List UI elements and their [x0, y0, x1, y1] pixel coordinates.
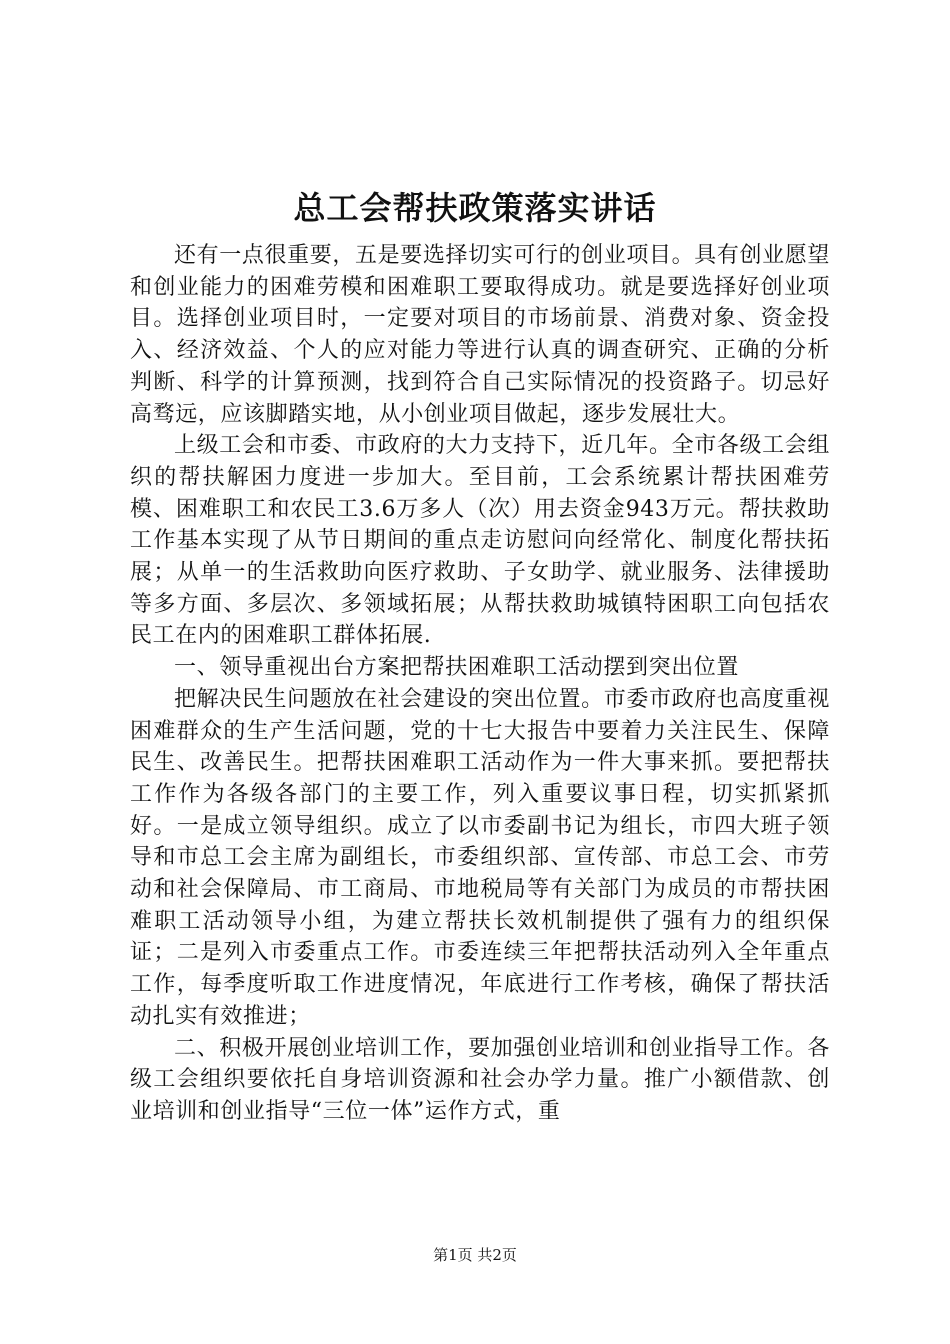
document-body: [130, 240, 830, 1128]
page-number: 第1页 共2页: [433, 1246, 517, 1264]
paragraph: 二、积极开展创业培训工作，要加强创业培训和创业指导工作。各级工会组织要依托自身培训资源和社会办学力量。推广小额借款、创业培训和创业指导“三位一体”运作方式，重: [130, 1035, 830, 1124]
paragraph: 上级工会和市委、市政府的大力支持下，近几年。全市各级工会组织的帮扶解困力度进一步加大。至目前，工会系统累计帮扶困难劳模、困难职工和农民工3.6万多人（次）用去资金943万元。帮扶救助工作基本实现了从节日期间的重点走访慰问向经常化、制度化帮扶拓展；从单一的生活救助向医疗救助、子女助学、就业服务、法律援助等多方面、多层次、多领域拓展；从帮扶救助城镇特困职工向包括农民工在内的困难职工群体拓展.: [130, 433, 830, 649]
document-title: 总工会帮扶政策落实讲话: [293, 189, 657, 227]
paragraph: 把解决民生问题放在社会建设的突出位置。市委市政府也高度重视困难群众的生产生活问题，党的十七大报告中要着力关注民生、保障民生、改善民生。把帮扶困难职工活动作为一件大事来抓。要把帮扶工作作为各级各部门的主要工作，列入重要议事日程，切实抓紧抓好。一是成立领导组织。成立了以市委副书记为组长，市四大班子领导和市总工会主席为副组长，市委组织部、宣传部、市总工会、市劳动和社会保障局、市工商局、市地税局等有关部门为成员的市帮扶困难职工活动领导小组，为建立帮扶长效机制提供了强有力的组织保证；二是列入市委重点工作。市委连续三年把帮扶活动列入全年重点工作，每季度听取工作进度情况，年底进行工作考核，确保了帮扶活动扎实有效推进；: [130, 686, 830, 1029]
section-heading: 一、领导重视出台方案把帮扶困难职工活动摆到突出位置: [174, 655, 740, 681]
paragraph: 还有一点很重要，五是要选择切实可行的创业项目。具有创业愿望和创业能力的困难劳模和困难职工要取得成功。就是要选择好创业项目。选择创业项目时，一定要对项目的市场前景、消费对象、资金投入、经济效益、个人的应对能力等进行认真的调查研究、正确的分析判断、科学的计算预测，找到符合自己实际情况的投资路子。切忌好高骛远，应该脚踏实地，从小创业项目做起，逐步发展壮大。: [130, 243, 830, 427]
